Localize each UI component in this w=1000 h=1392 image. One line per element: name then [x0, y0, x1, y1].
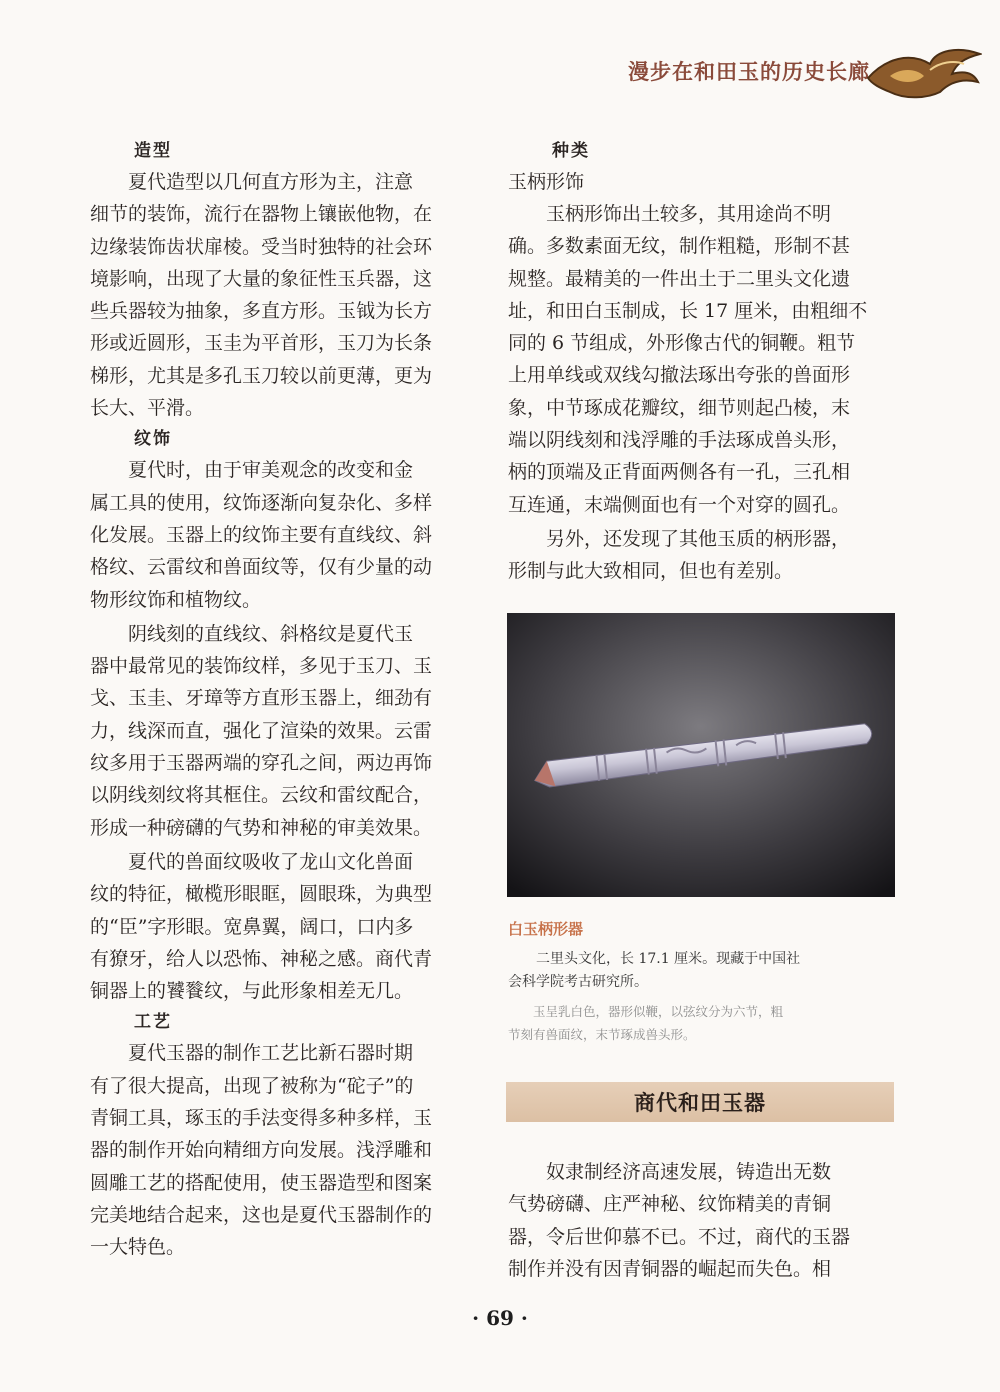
text-line: 玉柄形饰出土较多，其用途尚不明	[546, 203, 832, 225]
text-line: 铜器上的饕餮纹，与此形象相差无几。	[90, 980, 414, 1003]
section-heading-decoration: 纹饰	[134, 429, 172, 450]
left-column	[90, 136, 482, 1264]
text-line: 柄的顶端及正背面两侧各有一孔，三孔相	[508, 461, 851, 484]
text-line: 有獠牙，给人以恐怖、神秘之感。商代青	[90, 947, 433, 970]
section-banner	[506, 1082, 894, 1122]
text-line: 确。多数素面无纹，制作粗糙，形制不甚	[508, 235, 851, 258]
caption-line: 节刻有兽面纹，末节琢成兽头形。	[508, 1027, 696, 1042]
shang-paragraph	[508, 1156, 896, 1285]
text-line: 夏代的兽面纹吸收了龙山文化兽面	[128, 850, 414, 873]
text-line: 奴隶制经济高速发展，铸造出无数	[546, 1161, 832, 1183]
photo-caption-title: 白玉柄形器	[508, 920, 584, 938]
text-line: 象，中节琢成花瓣纹，细节则起凸棱，末	[508, 396, 851, 419]
decoration-paragraph-3	[90, 846, 482, 1007]
text-line: 址，和田白玉制成，长 17 厘米，由粗细不	[508, 299, 868, 322]
text-line: 格纹、云雷纹和兽面纹等，仅有少量的动	[90, 556, 433, 579]
running-header: 漫步在和田玉的历史长廊	[628, 59, 870, 84]
section-heading-types: 种类	[552, 141, 590, 161]
text-line: 上用单线或双线勾撤法琢出夸张的兽面形	[508, 364, 851, 387]
text-line: 纹多用于玉器两端的穿孔之间，两边再饰	[90, 752, 433, 775]
section-heading-craft: 工艺	[134, 1012, 172, 1033]
text-line: 境影响，出现了大量的象征性玉兵器，这	[90, 267, 433, 290]
text-line: 边缘装饰齿状扉棱。受当时独特的社会环	[90, 235, 433, 258]
text-line: 圆雕工艺的搭配使用，使玉器造型和图案	[90, 1171, 433, 1194]
text-line: 端以阴线刻和浅浮雕的手法琢成兽头形，	[508, 429, 851, 452]
text-line: 形成一种磅礴的气势和神秘的审美效果。	[90, 816, 433, 839]
photo-description	[508, 1000, 894, 1046]
jade-handle-image	[507, 613, 895, 897]
text-line: 长大、平滑。	[90, 397, 205, 420]
text-line: 器的制作开始向精细方向发展。浅浮雕和	[90, 1139, 433, 1162]
cloud-ornament-icon	[866, 44, 982, 102]
right-column	[508, 136, 896, 588]
text-line: 气势磅礴、庄严神秘、纹饰精美的青铜	[508, 1193, 832, 1216]
text-line: 戈、玉圭、牙璋等方直形玉器上，细劲有	[90, 687, 433, 710]
banner-title: 商代和田玉器	[634, 1090, 766, 1115]
handle-paragraph-1	[508, 198, 896, 521]
text-line: 另外，还发现了其他玉质的柄形器，	[546, 527, 851, 550]
caption-line: 会科学院考古研究所。	[508, 974, 648, 990]
text-line: 形或近圆形，玉圭为平首形，玉刀为长条	[90, 332, 433, 355]
text-line: 的“臣”字形眼。宽鼻翼，阔口，口内多	[90, 915, 414, 938]
text-line: 化发展。玉器上的纹饰主要有直线纹、斜	[90, 523, 433, 546]
text-line: 夏代造型以几何直方形为主，注意	[128, 171, 414, 193]
shape-paragraph	[90, 166, 482, 424]
text-line: 梯形，尤其是多孔玉刀较以前更薄，更为	[90, 364, 433, 387]
text-line: 物形纹饰和植物纹。	[90, 588, 262, 611]
caption-line: 二里头文化，长 17.1 厘米。现藏于中国社	[536, 951, 801, 967]
decoration-paragraph-2	[90, 618, 482, 844]
handle-paragraph-2	[508, 523, 896, 588]
text-line: 属工具的使用，纹饰逐渐向复杂化、多样	[90, 491, 433, 514]
text-line: 完美地结合起来，这也是夏代玉器制作的	[90, 1203, 433, 1226]
page-number: · 69 ·	[472, 1306, 528, 1330]
text-line: 互连通，末端侧面也有一个对穿的圆孔。	[508, 493, 851, 516]
text-line: 夏代时，由于审美观念的改变和金	[128, 459, 414, 482]
caption-line: 玉呈乳白色，器形似鞭，以弦纹分为六节，粗	[533, 1004, 784, 1019]
text-line: 形制与此大致相同，但也有差别。	[508, 560, 794, 583]
section-heading-shape: 造型	[134, 141, 172, 161]
text-line: 阴线刻的直线纹、斜格纹是夏代玉	[128, 622, 414, 645]
text-line: 器中最常见的装饰纹样，多见于玉刀、玉	[90, 655, 433, 678]
text-line: 有了很大提高，出现了被称为“砣子”的	[90, 1074, 414, 1097]
text-line: 器，令后世仰慕不已。不过，商代的玉器	[508, 1225, 851, 1248]
text-line: 力，线深而直，强化了渲染的效果。云雷	[90, 719, 433, 742]
text-line: 细节的装饰，流行在器物上镶嵌他物，在	[90, 203, 433, 226]
text-line: 同的 6 节组成，外形像古代的铜鞭。粗节	[508, 332, 856, 355]
text-line: 规整。最精美的一件出土于二里头文化遗	[508, 267, 851, 290]
text-line: 青铜工具，琢玉的手法变得多种多样，玉	[90, 1107, 433, 1130]
text-line: 以阴线刻纹将其框住。云纹和雷纹配合，	[90, 784, 433, 807]
text-line: 纹的特征，橄榄形眼眶，圆眼珠，为典型	[90, 883, 433, 906]
photo-caption	[508, 948, 894, 994]
text-line: 夏代玉器的制作工艺比新石器时期	[128, 1042, 414, 1065]
decoration-paragraph-1	[90, 454, 482, 615]
jade-handle-photo	[507, 613, 895, 897]
subsection-heading: 玉柄形饰	[508, 171, 585, 193]
text-line: 一大特色。	[90, 1236, 186, 1259]
craft-paragraph	[90, 1037, 482, 1263]
text-line: 些兵器较为抽象，多直方形。玉钺为长方	[90, 300, 433, 323]
text-line: 制作并没有因青铜器的崛起而失色。相	[508, 1257, 832, 1280]
